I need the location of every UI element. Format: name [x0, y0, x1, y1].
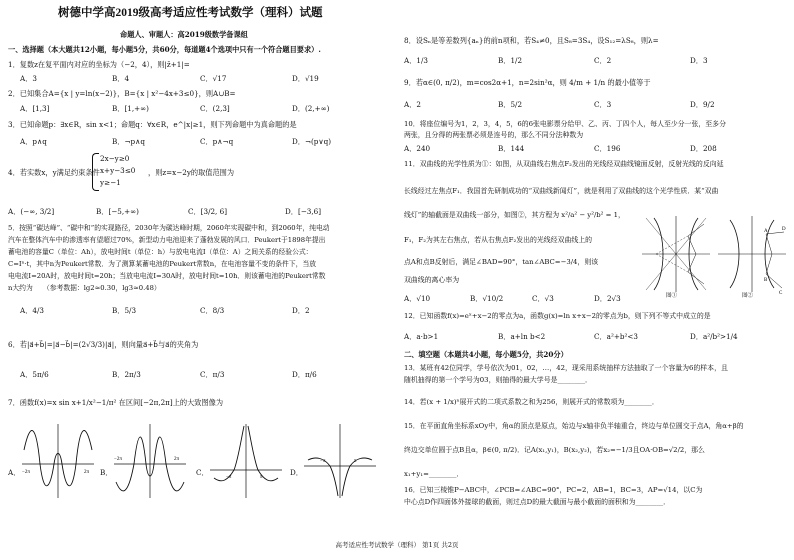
q12-choice-b: B．a+ln b<2	[498, 332, 546, 341]
q11-line-6: 双曲线的离心率为	[404, 276, 460, 284]
q5-choice-d: D．2	[292, 306, 310, 315]
q11-figure-1	[640, 214, 712, 298]
q11-choice-a: A．√10	[404, 294, 431, 303]
q3-choice-d: D．¬(p∨q)	[292, 137, 332, 146]
q16-line-2: 中心点D作四面体外接球的截面，则过点D的最大截面与最小截面的面积和为________．	[404, 498, 670, 506]
q7-graph-c	[208, 420, 284, 500]
q15-line-2: 终边交单位圆于点B且α，β∈(0, π/2)．记A(x₁,y₁)，B(x₂,y₂)，若x₂=−1/3且OA·OB=√2/2，那么	[404, 446, 705, 454]
q13-line-2: 随机抽得的第一个学号为03，则抽得的最大学号是________．	[404, 376, 592, 384]
q12-choice-c: C．a²+b²<3	[594, 332, 638, 341]
section1-heading: 一、选择题（本大题共12小题，每小题5分，共60分，每道题4个选项中只有一个符合题目要求）.	[8, 45, 321, 54]
q11-fig1-caption: 图①	[666, 293, 678, 298]
q10-choice-c: C．196	[594, 144, 621, 153]
q11-figure-2	[716, 214, 788, 298]
q3-stem: 3．已知命题p：∃x∈R，sin x<1；命题q：∀x∈R，e^|x|≥1，则下列命题中为真命题的是	[8, 120, 297, 129]
q9-stem: 9．若α∈(0, π/2)，m=cos2α+1，n=2sin²α，则 4/m + 1/n 的最小值等于	[404, 78, 651, 87]
q11-line-3: 线灯”的轴截面是双曲线一部分，如图②，其方程为 x²/a² − y²/b² = 1，	[404, 211, 625, 219]
page-title: 树德中学高2019级高考适应性考试数学（理科）试题	[58, 7, 323, 19]
authors-line: 命题人、审题人：高2019级数学备课组	[120, 30, 248, 39]
q8-choice-c: C．2	[594, 56, 612, 65]
q7-graph-b	[112, 420, 188, 500]
q12-stem: 12．已知函数f(x)=eˣ+x−2的零点为a，函数g(x)=ln x+x−2的零点为b，则下列不等式中成立的是	[404, 312, 711, 320]
q11-line-2: 长线经过左焦点F₁．我国首先研制成功的“双曲线新闻灯”，就是利用了双曲线的这个光学性质．某“双曲	[404, 187, 719, 195]
q4-choice-b: B．[−5,+∞)	[96, 207, 139, 216]
q7-graph-d	[302, 420, 378, 500]
q1-choice-c: C．√17	[200, 74, 227, 83]
q7-choice-d: D．	[290, 468, 303, 477]
q4-brace	[92, 153, 99, 191]
q11-line-5: 点A和点B反射后，满足∠BAD=90°，tan∠ABC=−3/4，则该	[404, 258, 599, 266]
q9-choice-b: B．5/2	[498, 100, 523, 109]
q7-choice-b: B．	[100, 468, 113, 477]
q6-choice-c: C．π/3	[200, 370, 225, 379]
q7c-tick-negpi: −π	[226, 475, 232, 480]
q5-choice-c: C．8/3	[200, 306, 225, 315]
q1-choice-d: D．√19	[292, 74, 319, 83]
q11-line-1: 11．双曲线的光学性质为①：如图，从双曲线右焦点F₂发出的光线经双曲线镜面反射，反射光线的反向延	[404, 160, 724, 168]
q4-choice-d: D．[−3,6]	[285, 207, 322, 216]
q7c-tick-pi: π	[260, 475, 263, 480]
q6-choice-d: D．π/6	[292, 370, 317, 379]
q2-stem: 2．已知集合A={x | y=ln(x−2)}，B={x | x²−4x+3≤0}，则A∪B=	[8, 89, 236, 98]
q15-line-3: x₁+y₁=________．	[404, 470, 464, 478]
q11-choice-c: C．√3	[532, 294, 554, 303]
q11-choice-d: D．2√3	[594, 294, 621, 303]
q4-choice-a: A．(−∞, 3/2]	[8, 207, 55, 216]
q3-choice-c: C．p∧¬q	[200, 137, 234, 146]
q7d-tick-pi: π	[354, 459, 357, 464]
q3-choice-b: B．¬p∧q	[112, 137, 145, 146]
q11-fig2-label-b: B	[764, 278, 768, 283]
q4-constraint-3: y≥−1	[100, 178, 121, 187]
q7-graph-a	[20, 420, 96, 500]
q4-constraint-1: 2x−y≥0	[100, 154, 130, 163]
q11-fig2-caption: 图②	[742, 293, 754, 298]
q8-choice-b: B．1/2	[498, 56, 523, 65]
q5-line-5: 电电流I=20A时，放电时间t=20h；当放电电流I=30A时，放电时间t=10h．则该蓄电池的Peukert常数	[8, 272, 326, 280]
q10-line-1: 10．将座位编号为1，2，3，4，5，6的6张电影票分给甲、乙、丙、丁四个人，每人至少分一张，至多分	[404, 120, 726, 128]
q10-choice-d: D．208	[690, 144, 717, 153]
q1-stem: 1．复数z在复平面内对应的坐标为（−2，4），则|z̄+1|=	[8, 60, 190, 69]
q8-choice-d: D．3	[690, 56, 708, 65]
q6-choice-b: B．2π/3	[112, 370, 141, 379]
q14-stem: 14．若(x + 1/x)ⁿ展开式的二项式系数之和为256，则展开式的常数项为________．	[404, 398, 659, 406]
q10-choice-b: B．144	[498, 144, 525, 153]
q5-choice-b: B．5/3	[112, 306, 137, 315]
q16-line-1: 16．已知三棱锥P−ABC中，∠PCB=∠ABC=90°，PC=2，AB=1，BC=3，AP=√14，以C为	[404, 486, 703, 494]
q7-stem: 7．函数f(x)=x sin x+1/x²−1/π² 在区间[−2π,2π]上的大致图像为	[8, 398, 224, 407]
q1-choice-a: A．3	[20, 74, 37, 83]
q8-choice-a: A．1/3	[404, 56, 428, 65]
q9-choice-c: C．3	[594, 100, 612, 109]
q6-stem: 6．若|a⃗+b⃗|=|a⃗−b⃗|=(2√3/3)|a⃗|，则向量a⃗+b⃗与a⃗的夹角为	[8, 340, 199, 349]
q5-line-2: 汽车在整体汽车中的渗透率有望超过70%，新型动力电池迎来了蓬勃发展的风口．Peukert于1898年提出	[8, 236, 326, 244]
q11-fig2-label-d: D	[782, 227, 786, 232]
q1-choice-b: B．4	[112, 74, 130, 83]
q4-stem: 4．若实数x，y满足约束条件	[8, 168, 100, 177]
q7a-tick-neg2pi: −2π	[22, 470, 30, 475]
q5-line-4: C=Iⁿ·t，其中n为Peukert常数．为了测算某蓄电池的Peukert常数n，在电池容量不变的条件下，当放	[8, 260, 317, 268]
q4-stem-tail: ，则z=x−2y的取值范围为	[148, 168, 235, 177]
q9-choice-a: A．2	[404, 100, 421, 109]
q7-choice-c: C．	[196, 468, 209, 477]
q7a-tick-2pi: 2π	[84, 470, 90, 475]
q4-choice-c: C．[3/2, 6]	[188, 207, 228, 216]
q8-stem: 8．设Sₙ是等差数列{aₙ}的前n项和，若S₄≠0，且S₈=3S₄，设S₁₂=λS₈，则λ=	[404, 36, 659, 45]
q11-choice-b: B．√10/2	[470, 294, 504, 303]
q5-line-6: n大约为 （参考数据：lg2≈0.30，lg3≈0.48）	[8, 284, 161, 292]
q7d-tick-negpi: −π	[320, 459, 326, 464]
q2-choice-b: B．[1,+∞)	[112, 104, 149, 113]
q2-choice-c: C．(2,3]	[200, 104, 230, 113]
section2-heading: 二、填空题（本题共4小题，每小题5分，共20分）	[404, 350, 568, 359]
q5-line-1: 5．按照“碳达峰”、“碳中和”的实现路径，2030年为碳达峰时期，2060年实现碳中和，到2060年，纯电动	[8, 224, 330, 232]
q13-line-1: 13．某班有42位同学，学号依次为01，02，…，42，现采用系统抽样方法抽取了一个容量为6的样本，且	[404, 364, 728, 372]
q3-choice-a: A．p∧q	[20, 137, 47, 146]
q7b-tick-neg2pi: −2π	[114, 457, 122, 462]
q2-choice-d: D．(2,+∞)	[292, 104, 330, 113]
q7b-tick-2pi: 2π	[174, 457, 180, 462]
q10-choice-a: A．240	[404, 144, 431, 153]
q6-choice-a: A．5π/6	[20, 370, 49, 379]
q5-choice-a: A．4/3	[20, 306, 44, 315]
q15-line-1: 15．在平面直角坐标系xOy中，角α的顶点是原点，始边与x轴非负半轴重合，终边与单位圆交于点A，角α+β的	[404, 422, 744, 430]
q11-fig2-label-a: A	[764, 229, 768, 234]
q4-constraint-2: x+y−3≤0	[100, 166, 136, 175]
q12-choice-d: D．a²/b²>1/4	[690, 332, 738, 341]
q7-choice-a: A．	[8, 468, 21, 477]
q2-choice-a: A．[1,3]	[20, 104, 50, 113]
page-footer: 高考适应性考试数学（理科） 第1页 共2页	[335, 541, 459, 549]
q10-line-2: 两张，且分得的两张票必须是连号的，那么不同分法种数为	[404, 131, 584, 139]
q9-choice-d: D．9/2	[690, 100, 715, 109]
q12-choice-a: A．a·b>1	[404, 332, 439, 341]
q11-fig2-label-c: C	[779, 291, 783, 296]
q11-line-4: F₁，F₂为其左右焦点，若从右焦点F₂发出的光线经双曲线上的	[404, 236, 593, 244]
q5-line-3: 蓄电池的容量C（单位：Ah），放电时间t（单位：h）与放电电流I（单位：A）之间关系的经验公式：	[8, 248, 313, 256]
